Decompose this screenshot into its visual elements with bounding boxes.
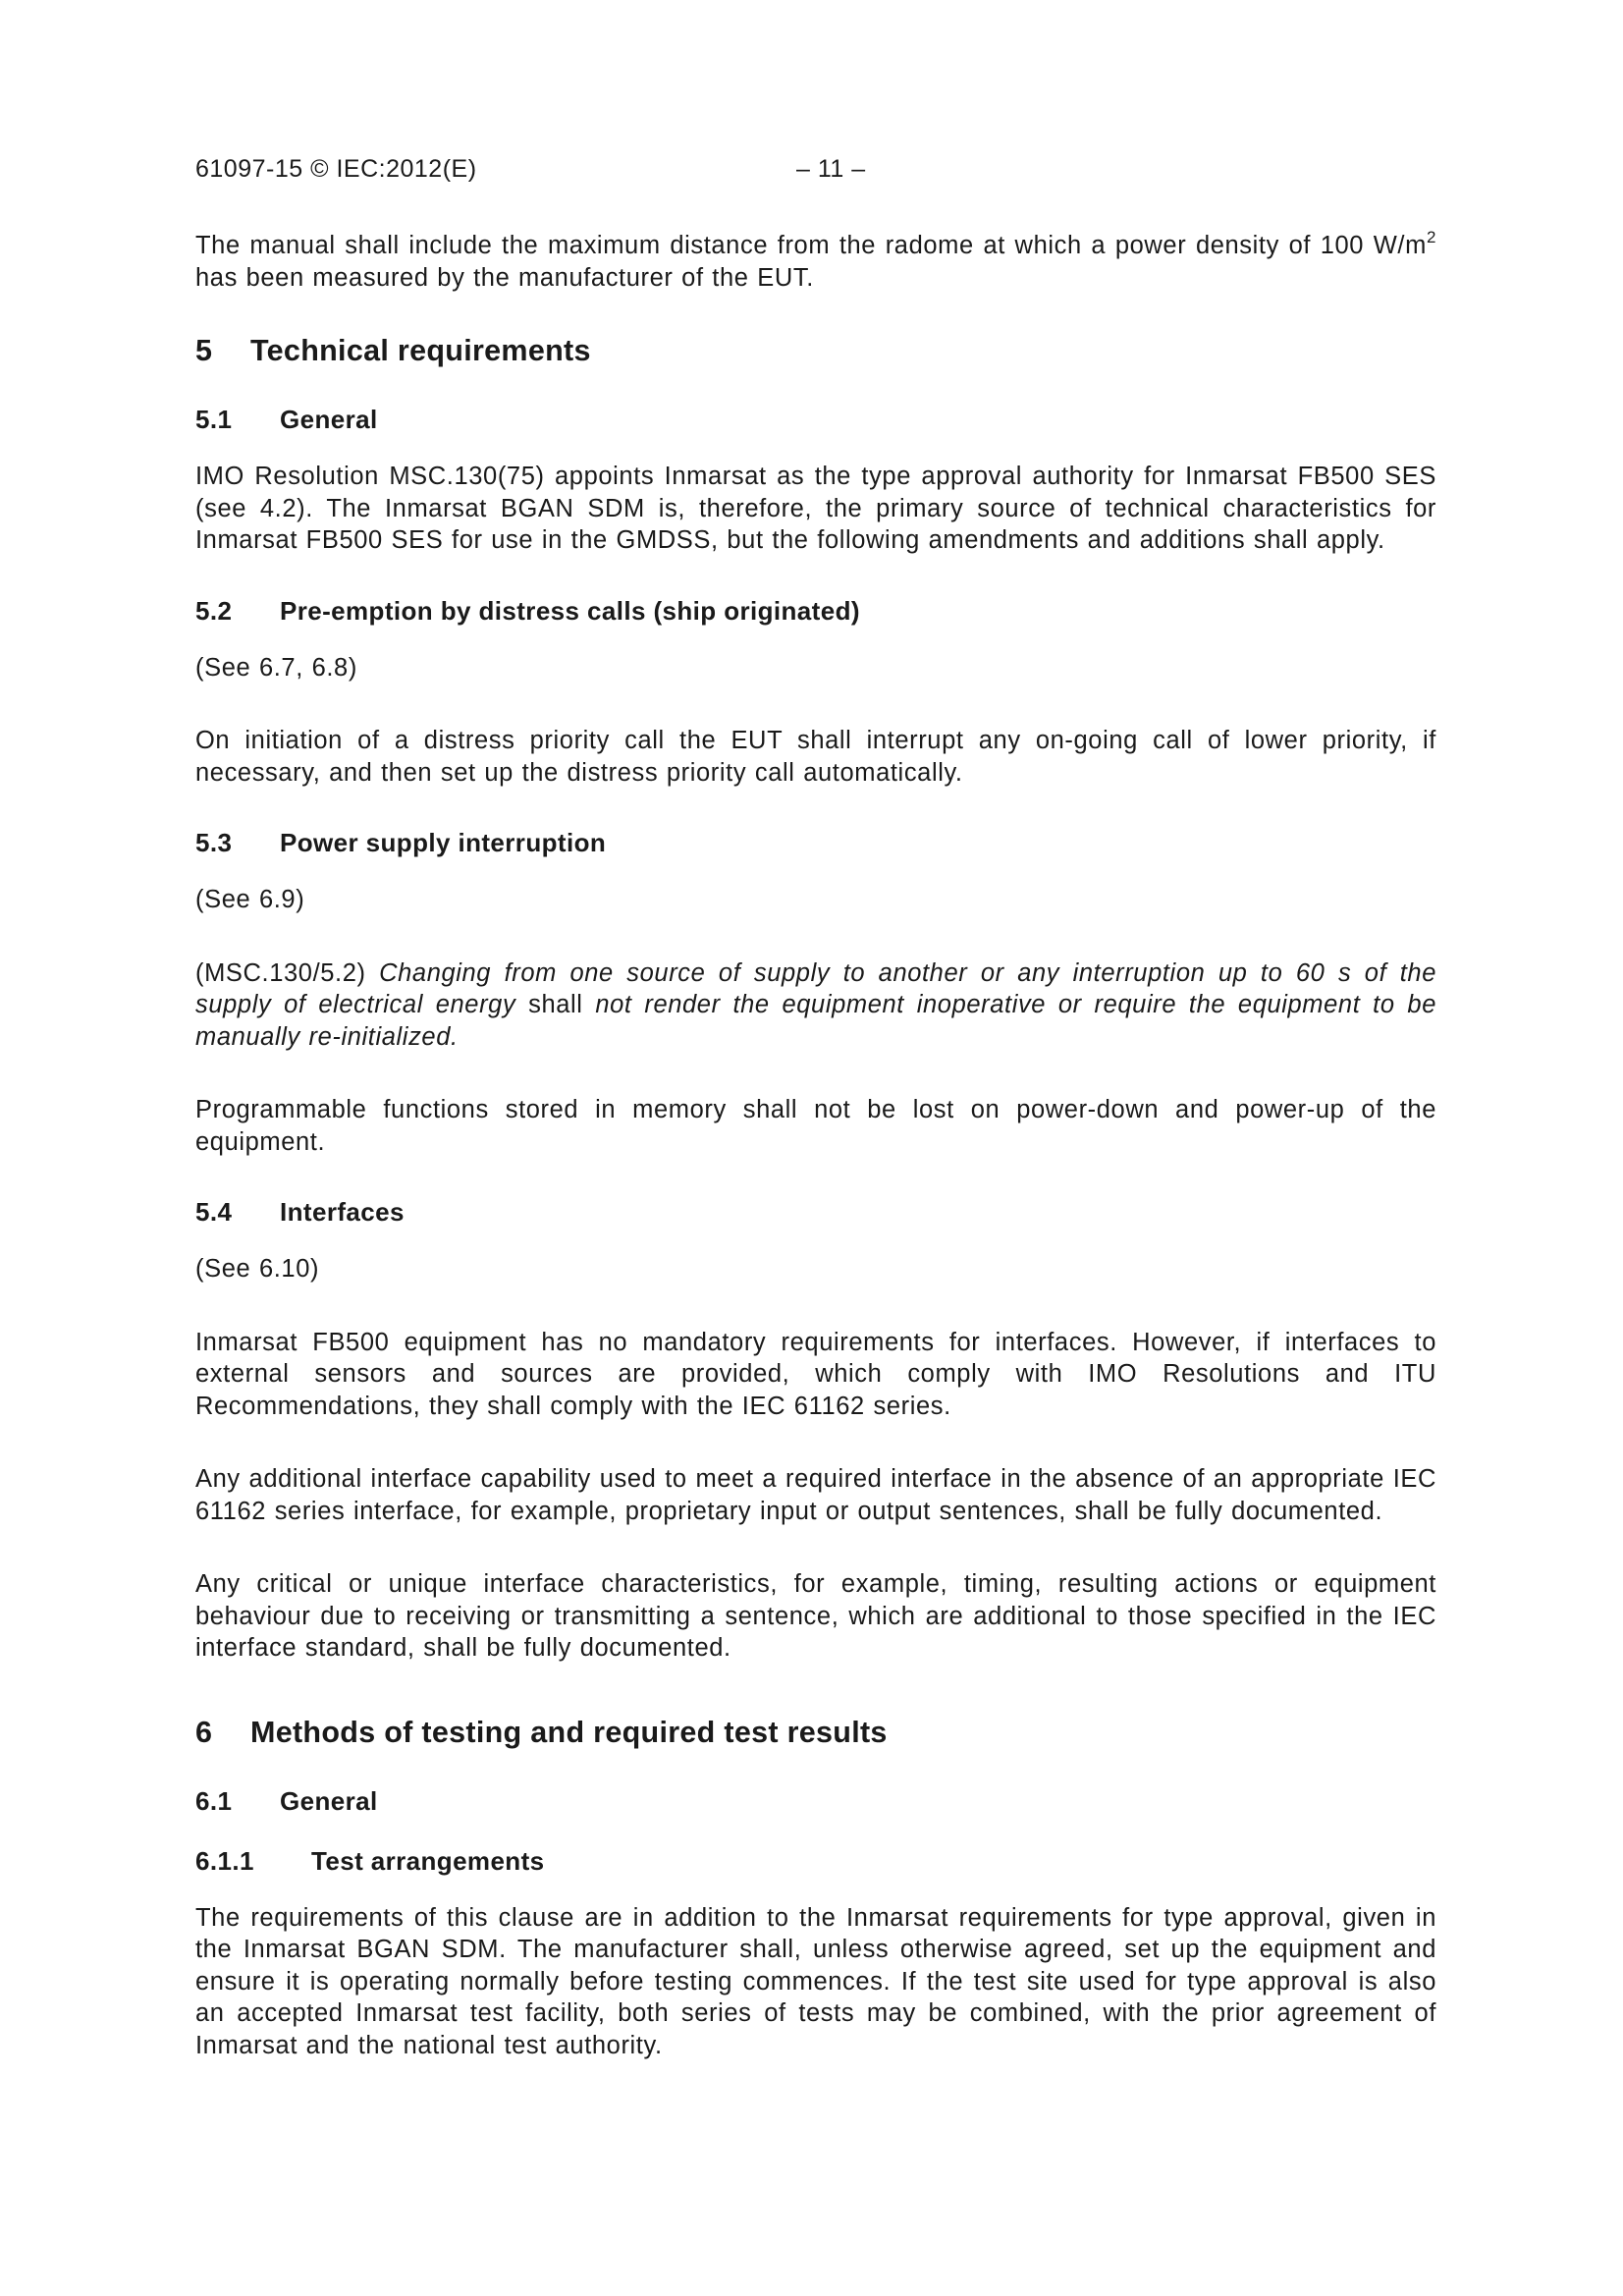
quote-italic-text: Changing from one source of supply to another or any interruption up to 60 s of the supply of electrical energy [195, 958, 1436, 1018]
section-5-3-paragraph: Programmable functions stored in memory shall not be lost on power-down and power-up of the equipment. [195, 1096, 1436, 1156]
section-title: Pre-emption by distress calls (ship originated) [280, 595, 860, 626]
page-content [195, 230, 1436, 2061]
document-identifier: 61097-15 © IEC:2012(E) [195, 155, 477, 183]
intro-text-part1: The manual shall include the maximum distance from the radome at which a power density of 100 W/m [195, 232, 1427, 259]
section-number: 5.2 [195, 595, 233, 626]
section-5-4-paragraph-1: Inmarsat FB500 equipment has no mandatory requirements for interfaces. However, if interfaces to external sensors and sources are provided, which comply with IMO Resolutions and ITU Recommendations, they shall comply with the IEC 61162 series. [195, 1328, 1436, 1420]
section-5-1-heading [195, 403, 1436, 436]
section-5-3-quote-paragraph [195, 957, 1436, 1054]
section-title: General [280, 1785, 378, 1816]
section-5-3-heading [195, 826, 1436, 859]
quote-reference: (MSC.130/5.2) [195, 958, 380, 987]
superscript: 2 [1426, 228, 1436, 246]
section-5-2-heading [195, 594, 1436, 628]
section-5-4-paragraph-3: Any critical or unique interface characteristics, for example, timing, resulting actions or equipment behaviour due to receiving or transmitting a sentence, which are additional to those specified in the IEC interface standard, shall be fully documented. [195, 1570, 1436, 1662]
section-title: General [280, 405, 378, 434]
section-title: Methods of testing and required test results [250, 1715, 888, 1749]
page-number: – 11 – [796, 155, 866, 183]
section-5-4-see-reference: (See 6.10) [195, 1255, 320, 1283]
section-5-3-see-reference: (See 6.9) [195, 886, 305, 913]
section-title: Technical requirements [250, 334, 591, 367]
intro-paragraph [195, 230, 1436, 294]
section-number: 6.1 [195, 1785, 233, 1816]
section-number: 5.3 [195, 828, 233, 857]
section-number: 6.1.1 [195, 1845, 254, 1876]
section-5-4-paragraph-2: Any additional interface capability used to meet a required interface in the absence of an appropriate IEC 61162 series interface, for example, proprietary input or output sentences, shall be fully documented. [195, 1465, 1436, 1525]
section-6-1-heading [195, 1784, 1436, 1818]
section-6-1-1-heading [195, 1844, 1436, 1878]
section-number: 5.1 [195, 405, 233, 434]
section-title: Interfaces [280, 1197, 405, 1227]
section-6-1-1-paragraph: The requirements of this clause are in addition to the Inmarsat requirements for type approval, given in the Inmarsat BGAN SDM. The manufacturer shall, unless otherwise agreed, set up the equipment and ensure it is operating normally before testing commences. If the test site used for type approval is also an accepted Inmarsat test facility, both series of tests may be combined, with the prior agreement of Inmarsat and the national test authority. [195, 1903, 1436, 2059]
quote-italic-text: not render the equipment inoperative or require the equipment to be manually re-initialized. [195, 991, 1436, 1051]
section-5-4-heading [195, 1195, 1436, 1229]
section-5-1-paragraph: IMO Resolution MSC.130(75) appoints Inmarsat as the type approval authority for Inmarsat FB500 SES (see 4.2). The Inmarsat BGAN SDM is, therefore, the primary source of technical characteristics for Inmarsat FB500 SES for use in the GMDSS, but the following amendments and additions shall apply. [195, 463, 1436, 554]
intro-text-part2: has been measured by the manufacturer of the EUT. [195, 263, 814, 292]
section-5-2-see-reference: (See 6.7, 6.8) [195, 653, 357, 682]
quote-shall: shall [515, 991, 596, 1018]
section-number: 6 [195, 1715, 213, 1749]
section-6-heading [195, 1713, 1436, 1752]
section-number: 5.4 [195, 1197, 233, 1227]
section-title: Test arrangements [311, 1845, 545, 1876]
page-header [195, 155, 866, 184]
section-title: Power supply interruption [280, 828, 607, 857]
section-number: 5 [195, 334, 213, 367]
section-5-2-paragraph: On initiation of a distress priority call the EUT shall interrupt any on-going call of lower priority, if necessary, and then set up the distress priority call automatically. [195, 727, 1436, 787]
section-5-heading [195, 331, 1436, 370]
